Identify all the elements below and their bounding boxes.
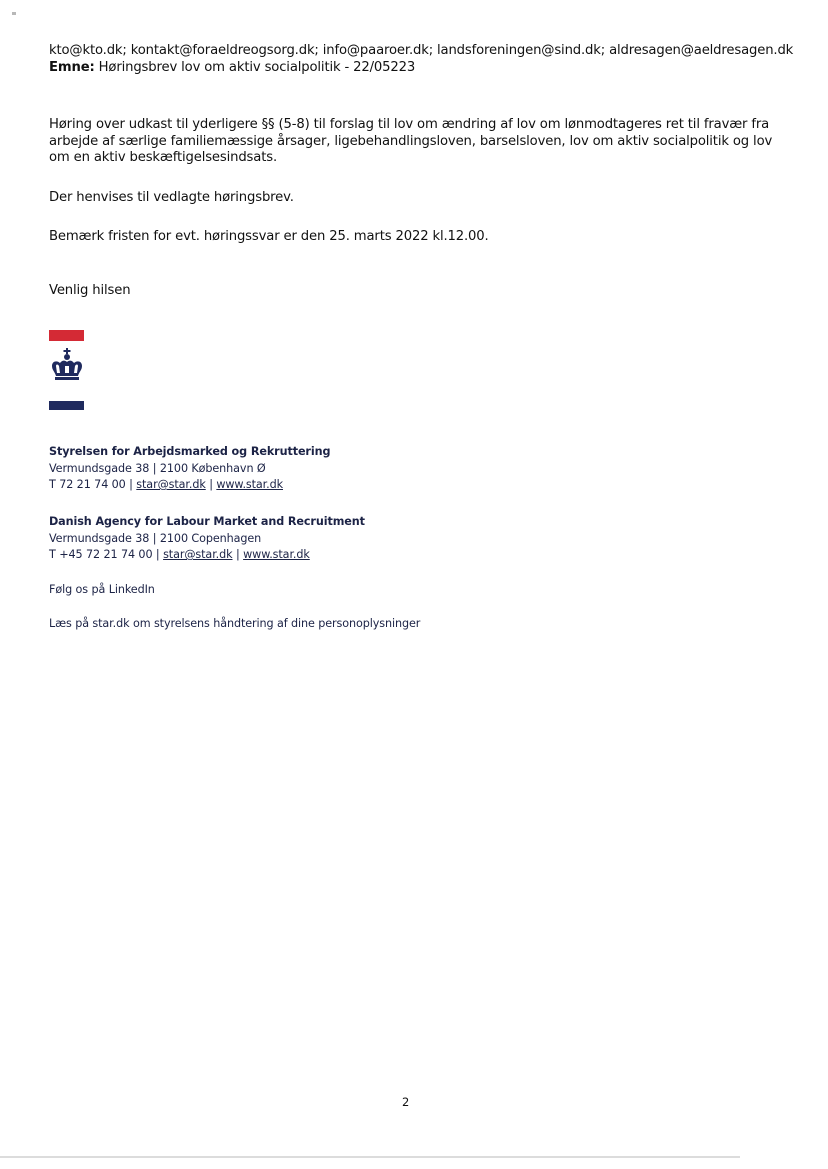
deadline-paragraph: Bemærk fristen for evt. høringssvar er den 25. marts 2022 kl.12.00. — [49, 229, 489, 244]
phone-en: T +45 72 21 74 00 — [49, 548, 153, 561]
separator: | — [125, 478, 137, 491]
agency-name-en: Danish Agency for Labour Market and Recruitment — [49, 515, 365, 528]
email-subject — [49, 59, 809, 76]
agency-name-da: Styrelsen for Arbejdsmarked og Rekruttering — [49, 445, 331, 458]
privacy-link[interactable]: Læs på star.dk om styrelsens håndtering af dine personoplysninger — [49, 617, 421, 630]
email-recipients: kto@kto.dk; kontakt@foraeldreogsorg.dk; info@paaroer.dk; landsforeningen@sind.dk; aldresagen@aeldresagen.dk — [49, 43, 794, 58]
contact-line-en — [49, 547, 549, 564]
logo-blue-bar — [49, 401, 84, 410]
hearing-paragraph: Høring over udkast til yderligere §§ (5-8) til forslag til lov om ændring af lov om lønmodtageres ret til fravær fra arbejde af særlige familiemæssige årsager, ligebehandlingsloven, barselsloven, lov om aktiv socialpolitik og lov om en aktiv beskæftigelsesindsats. — [49, 117, 773, 166]
subject-label: Emne: — [49, 60, 95, 75]
web-link-en[interactable]: www.star.dk — [243, 548, 310, 561]
contact-line-da — [49, 477, 549, 494]
logo-red-bar — [49, 330, 84, 341]
subject-value: Høringsbrev lov om aktiv socialpolitik - 22/05223 — [98, 60, 416, 75]
reference-paragraph: Der henvises til vedlagte høringsbrev. — [49, 190, 294, 205]
address-en: Vermundsgade 38 | 2100 Copenhagen — [49, 531, 262, 545]
royal-crown-icon — [47, 346, 87, 386]
signature-english — [49, 514, 549, 564]
separator: | — [152, 548, 164, 561]
phone-da: T 72 21 74 00 — [49, 478, 126, 491]
page-number: 2 — [402, 1095, 410, 1109]
email-link-da[interactable]: star@star.dk — [136, 478, 206, 491]
signature-danish — [49, 444, 549, 494]
greeting: Venlig hilsen — [49, 283, 131, 298]
linkedin-link[interactable]: Følg os på LinkedIn — [49, 583, 155, 596]
scan-artifact — [12, 12, 16, 15]
scan-edge-line — [0, 1156, 740, 1158]
address-da: Vermundsgade 38 | 2100 København Ø — [49, 461, 266, 475]
web-link-da[interactable]: www.star.dk — [216, 478, 283, 491]
separator: | — [232, 548, 244, 561]
separator: | — [205, 478, 217, 491]
email-link-en[interactable]: star@star.dk — [163, 548, 233, 561]
